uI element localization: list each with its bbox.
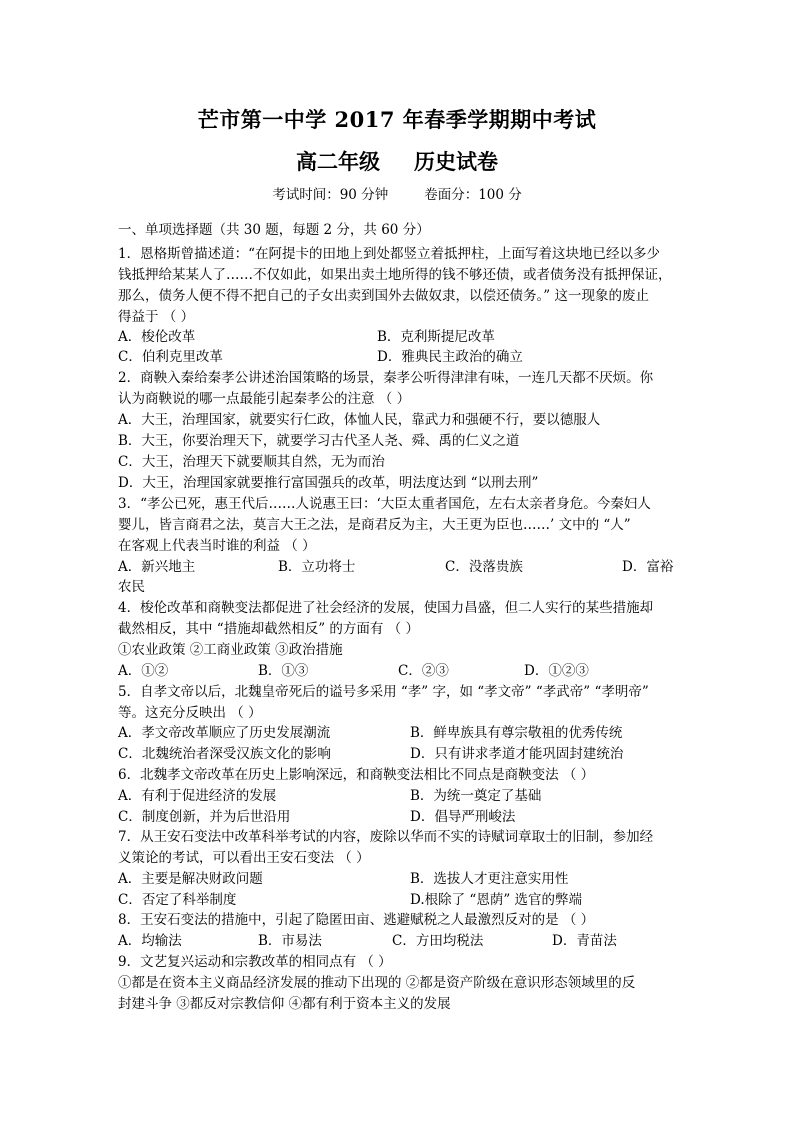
question-7-option-b: B．选拔人才更注意实用性: [410, 871, 569, 887]
question-4-option-a: A．①②: [118, 663, 169, 679]
question-3-option-b: B．立功将士: [278, 559, 356, 575]
question-4-option-c: C．②③: [398, 663, 449, 679]
question-8-line-1: 8．王安石变法的措施中，引起了隐匿田亩、逃避赋税之人最激烈反对的是 （ ）: [118, 912, 595, 928]
question-7-option-c: C．否定了科举制度: [118, 892, 237, 908]
question-3-line-2: 婴儿，皆言商君之法，莫言大王之法，是商君反为主，大王更为臣也……’ 文中的 “人”: [118, 517, 631, 533]
question-2-option-d: D．大王，治理国家就要推行富国强兵的改革，明法度达到 “以刑去刑”: [118, 475, 539, 491]
question-2-option-c: C．大王，治理天下就要顺其自然，无为而治: [118, 454, 385, 470]
question-8-option-d: D．青苗法: [552, 933, 617, 949]
question-1-option-d: D．雅典民主政治的确立: [377, 349, 523, 365]
question-9-line-1: 9．文艺复兴运动和宗教改革的相同点有 （ ）: [118, 954, 392, 970]
question-5-option-b: B．鲜卑族具有尊宗敬祖的优秀传统: [410, 725, 623, 741]
question-2-option-b: B．大王，你要治理天下，就要学习古代圣人尧、舜、禹的仁义之道: [118, 433, 520, 449]
question-1-option-b: B．克利斯提尼改革: [377, 329, 495, 345]
question-9-line-2: ①都是在资本主义商品经济发展的推动下出现的 ②都是资产阶级在意识形态领域里的反: [118, 975, 636, 991]
question-1-option-c: C．伯利克里改革: [118, 349, 223, 365]
question-2-line-1: 2．商鞅入秦给秦孝公讲述治国策略的场景，秦孝公听得津津有味，一连几天都不厌烦。你: [118, 370, 654, 386]
question-3-line-3: 在客观上代表当时谁的利益 （ ）: [118, 538, 316, 554]
question-7-line-1: 7．从王安石变法中改革科举考试的内容，废除以华而不实的诗赋词章取士的旧制，参加经: [118, 829, 654, 845]
question-1-line-2: 钱抵押给某某人了……不仅如此，如果出卖土地所得的钱不够还债，或者债务没有抵押保证，: [118, 267, 672, 283]
question-4-option-b: B．①③: [258, 663, 309, 679]
exam-info: [0, 183, 794, 203]
question-3-option-a: A．新兴地主: [118, 559, 196, 575]
question-7-option-a: A．主要是解决财政问题: [118, 871, 263, 887]
question-9-line-3: 封建斗争 ③都反对宗教信仰 ④都有利于资本主义的发展: [118, 996, 451, 1012]
question-5-line-1: 5．自孝文帝以后，北魏皇帝死后的谥号多采用 “孝” 字，如 “孝文帝” “孝武帝” “孝明帝”: [118, 684, 649, 700]
question-2-option-a: A．大王，治理国家，就要实行仁政，体恤人民，靠武力和强硬不行，要以德服人: [118, 412, 601, 428]
question-5-line-2: 等。这充分反映出 （ ）: [118, 705, 262, 721]
question-6-option-d: D．倡导严刑峻法: [410, 809, 516, 825]
question-4-option-d: D．①②③: [524, 663, 589, 679]
exam-score: 卷面分：100 分: [424, 187, 522, 203]
question-1-option-a: A．梭伦改革: [118, 329, 196, 345]
grade-label: 高二年级: [296, 149, 380, 174]
exam-subtitle: [0, 146, 794, 176]
subject-label: 历史试卷: [414, 149, 498, 174]
question-4-line-1: 4．梭伦改革和商鞅变法都促进了社会经济的发展，使国力昌盛，但二人实行的某些措施却: [118, 600, 654, 616]
question-6-option-a: A．有利于促进经济的发展: [118, 788, 277, 804]
question-6-line-1: 6．北魏孝文帝改革在历史上影响深远，和商鞅变法相比不同点是商鞅变法 （ ）: [118, 767, 595, 783]
question-3-option-d-continued: 农民: [118, 579, 145, 595]
question-6-option-b: B．为统一奠定了基础: [410, 788, 542, 804]
question-3-line-1: 3．“孝公已死，惠王代后……人说惠王曰：‘大臣太重者国危，左右太亲者身危。今秦妇人: [118, 496, 651, 512]
question-5-option-c: C．北魏统治者深受汉族文化的影响: [118, 746, 331, 762]
question-5-option-a: A．孝文帝改革顺应了历史发展潮流: [118, 725, 331, 741]
section-heading: 一、单项选择题（共 30 题，每题 2 分，共 60 分）: [118, 222, 430, 238]
question-3-option-c: C．没落贵族: [445, 559, 523, 575]
question-5-option-d: D．只有讲求孝道才能巩固封建统治: [410, 746, 624, 762]
question-7-option-d: D.根除了 “恩荫” 选官的弊端: [410, 892, 583, 908]
question-3-option-d: D．富裕: [622, 559, 674, 575]
question-4-line-2: 截然相反，其中 “措施却截然相反” 的方面有 （ ）: [118, 621, 419, 637]
exam-title: 芒市第一中学 2017 年春季学期期中考试: [197, 107, 597, 132]
question-8-option-c: C．方田均税法: [392, 933, 484, 949]
question-4-line-3: ①农业政策 ②工商业政策 ③政治措施: [118, 642, 343, 658]
question-1-line-3: 那么，债务人便不得不把自己的子女出卖到国外去做奴隶，以偿还债务。” 这一现象的废止: [118, 288, 649, 304]
question-1-line-1: 1．恩格斯曾描述道：“在阿提卡的田地上到处都竖立着抵押柱，上面写着这块地已经以多少: [118, 246, 660, 262]
question-2-line-2: 认为商鞅说的哪一点最能引起秦孝公的注意 （ ）: [118, 391, 411, 407]
exam-time: 考试时间：90 分钟: [272, 187, 389, 203]
question-7-line-2: 义策论的考试，可以看出王安石变法 （ ）: [118, 850, 370, 866]
question-1-line-4: 得益于 （ ）: [118, 309, 195, 325]
question-8-option-a: A．均输法: [118, 933, 182, 949]
question-8-option-b: B．市易法: [258, 933, 322, 949]
question-6-option-c: C．制度创新，并为后世沿用: [118, 809, 291, 825]
